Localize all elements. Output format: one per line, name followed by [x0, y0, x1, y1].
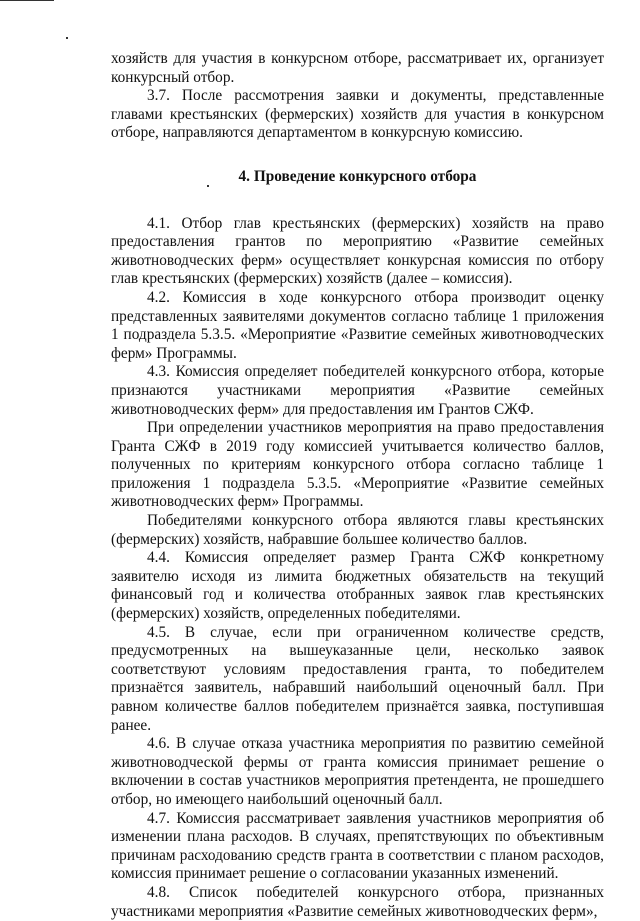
paragraph-4-3-winners: Победителями конкурсного отбора являются главы крестьянских (фермерских) хозяйств, набравшие большее количество баллов. [111, 512, 604, 548]
paragraph-3-7: 3.7. После рассмотрения заявки и документы, представленные главами крестьянских (фермерских) хозяйств для участия в конкурсном отборе, направляются департаментом в конкурсную комиссию. [111, 87, 604, 142]
paragraph-4-4: 4.4. Комиссия определяет размер Гранта СЖФ конкретному заявителю исходя из лимита бюджетных обязательств на текущий финансовый год и количества отобранных заявок глав крестьянских (фермерских) хозяйств, определенных победителями. [111, 549, 604, 623]
section-heading: 4. Проведение конкурсного отбора [238, 167, 477, 185]
paragraph-4-2: 4.2. Комиссия в ходе конкурсного отбора производит оценку представленных заявителями документов согласно таблице 1 приложения 1 подраздела 5.3.5. «Мероприятие «Развитие семейных животноводческих ферм» Программы. [111, 288, 604, 362]
paragraph-4-5: 4.5. В случае, если при ограниченном количестве средств, предусмотренных на вышеуказанные цели, несколько заявок соответствуют условиям предоставления гранта, то победителем признаётся заявитель, набравший наибольший оценочный балл. При равном количестве баллов победителем признаётся заявка, поступившая ранее. [111, 623, 604, 734]
paragraph-4-3: 4.3. Комиссия определяет победителей конкурсного отбора, которые признаются участниками мероприятия «Развитие семейных животноводческих ферм» для предоставления им Грантов СЖФ. [111, 363, 604, 418]
paragraph-4-3-scoring: При определении участников мероприятия на право предоставления Гранта СЖФ в 2019 году комиссией учитывается количество баллов, полученных по критериям конкурсного отбора согласно таблице 1 приложения 1 подраздела 5.3.5. «Мероприятие «Развитие семейных животноводческих ферм» Программы. [111, 419, 604, 511]
paragraph-4-6: 4.6. В случае отказа участника мероприятия по развитию семейной животноводческой фермы от гранта комиссия принимает решение о включении в состав участников мероприятия претендента, не прошедшего отбор, но имеющего наибольший оценочный балл. [111, 735, 604, 808]
document-body [111, 50, 604, 921]
paragraph-continuation: хозяйств для участия в конкурсном отборе, рассматривает их, организует конкурсный отбор. [111, 50, 604, 86]
scan-artifact-line [0, 0, 54, 1]
paragraph-4-8: 4.8. Список победителей конкурсного отбора, признанных участниками мероприятия «Развитие семейных животноводческих ферм», [111, 883, 604, 920]
paragraph-4-7: 4.7. Комиссия рассматривает заявления участников мероприятия об изменении плана расходов. В случаях, препятствующих по объективным причинам расходованию средств гранта в соответствии с планом расходов, комиссия принимает решение о согласовании указанных изменений. [111, 809, 604, 883]
paragraph-4-1: 4.1. Отбор глав крестьянских (фермерских) хозяйств на право предоставления грантов по мероприятию «Развитие семейных животноводческих ферм» осуществляет конкурсная комиссия по отбору глав крестьянских (фермерских) хозяйств (далее – комиссия). [111, 214, 604, 288]
scan-artifact-dot [66, 37, 68, 39]
